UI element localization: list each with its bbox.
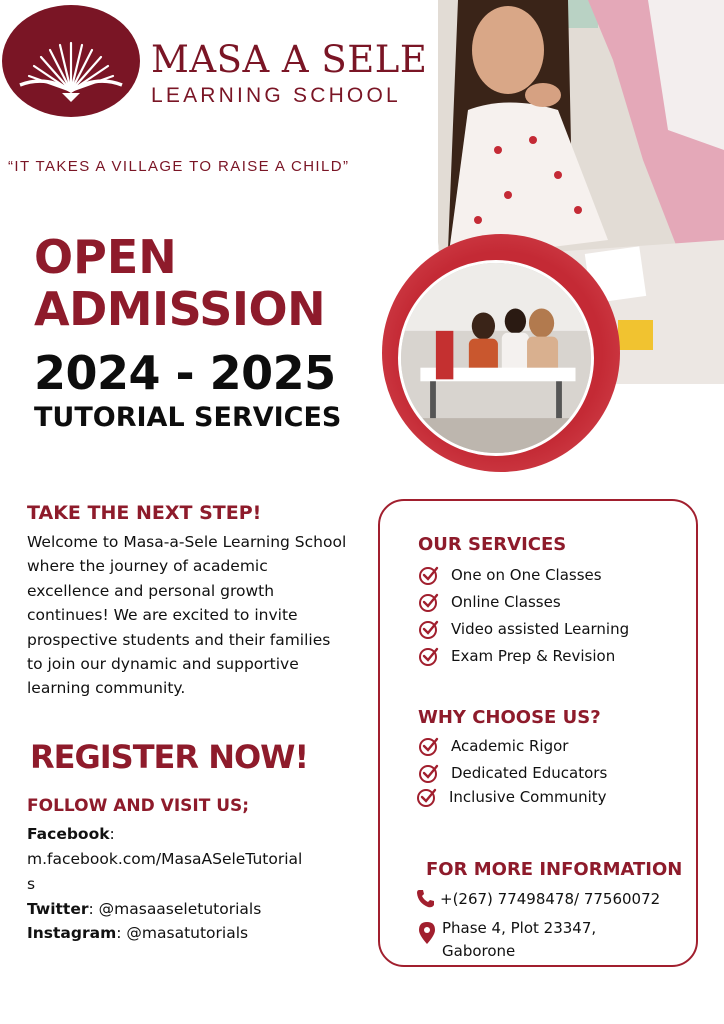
why-item [418,762,607,784]
address-line-1: Phase 4, Plot 23347, [442,919,597,937]
address-line-2: Gaborone [442,942,516,960]
why-item-label: Academic Rigor [451,737,569,755]
intro-title: TAKE THE NEXT STEP! [27,502,262,524]
headline-tutorial-services: TUTORIAL SERVICES [34,402,342,433]
instagram-label: Instagram [27,924,117,942]
twitter-label: Twitter [27,900,89,918]
headline-admission: ADMISSION [34,282,326,336]
check-circle-icon [418,564,440,586]
twitter-row: Twitter: @masaaseletutorials [27,900,262,918]
brand-name: MASA A SELE [151,38,428,81]
check-circle-icon [418,591,440,613]
facebook-link[interactable]: m.facebook.com/MasaASeleTutorial [27,850,303,868]
instagram-handle[interactable]: @masatutorials [126,924,249,942]
phone-icon [416,888,434,908]
instagram-row: Instagram: @masatutorials [27,924,249,942]
facebook-label: Facebook [27,825,110,843]
check-circle-icon [418,762,440,784]
service-item-label: One on One Classes [451,566,602,584]
facebook-colon: : [109,825,115,843]
service-item-label: Exam Prep & Revision [451,647,616,665]
check-circle-icon [418,618,440,640]
why-title: WHY CHOOSE US? [418,707,601,728]
phone-number[interactable]: +(267) 77498478/ 77560072 [440,890,661,908]
services-title: OUR SERVICES [418,534,567,555]
facebook-row [27,822,347,846]
location-pin-icon [419,922,435,944]
brand-subtitle: LEARNING SCHOOL [151,84,401,107]
headline-open: OPEN [34,230,177,284]
why-item [416,786,607,808]
headline-year: 2024 - 2025 [34,346,336,400]
service-item-label: Online Classes [451,593,561,611]
school-logo [2,5,140,117]
why-item-label: Dedicated Educators [451,764,608,782]
follow-title: FOLLOW AND VISIT US; [27,796,250,816]
info-title: FOR MORE INFORMATION [426,859,683,880]
open-book-icon [2,5,140,117]
intro-body: Welcome to Masa-a-Sele Learning School where the journey of academic excellence and personal growth continues! We are excited to invite prospective students and their families to join our dynamic and supportive learning community. [27,533,347,698]
register-now-heading: REGISTER NOW! [30,738,309,776]
why-item-label: Inclusive Community [449,788,607,806]
why-item [418,735,568,757]
classroom-photo [398,260,594,456]
service-item [418,564,602,586]
service-item [418,591,561,613]
tagline: “IT TAKES A VILLAGE TO RAISE A CHILD” [8,158,350,175]
check-circle-icon [418,645,440,667]
service-item-label: Video assisted Learning [451,620,630,638]
service-item [418,645,615,667]
service-item [418,618,629,640]
check-circle-icon [416,786,438,808]
check-circle-icon [418,735,440,757]
facebook-link-continued[interactable]: s [27,875,36,893]
twitter-handle[interactable]: @masaaseletutorials [98,900,262,918]
